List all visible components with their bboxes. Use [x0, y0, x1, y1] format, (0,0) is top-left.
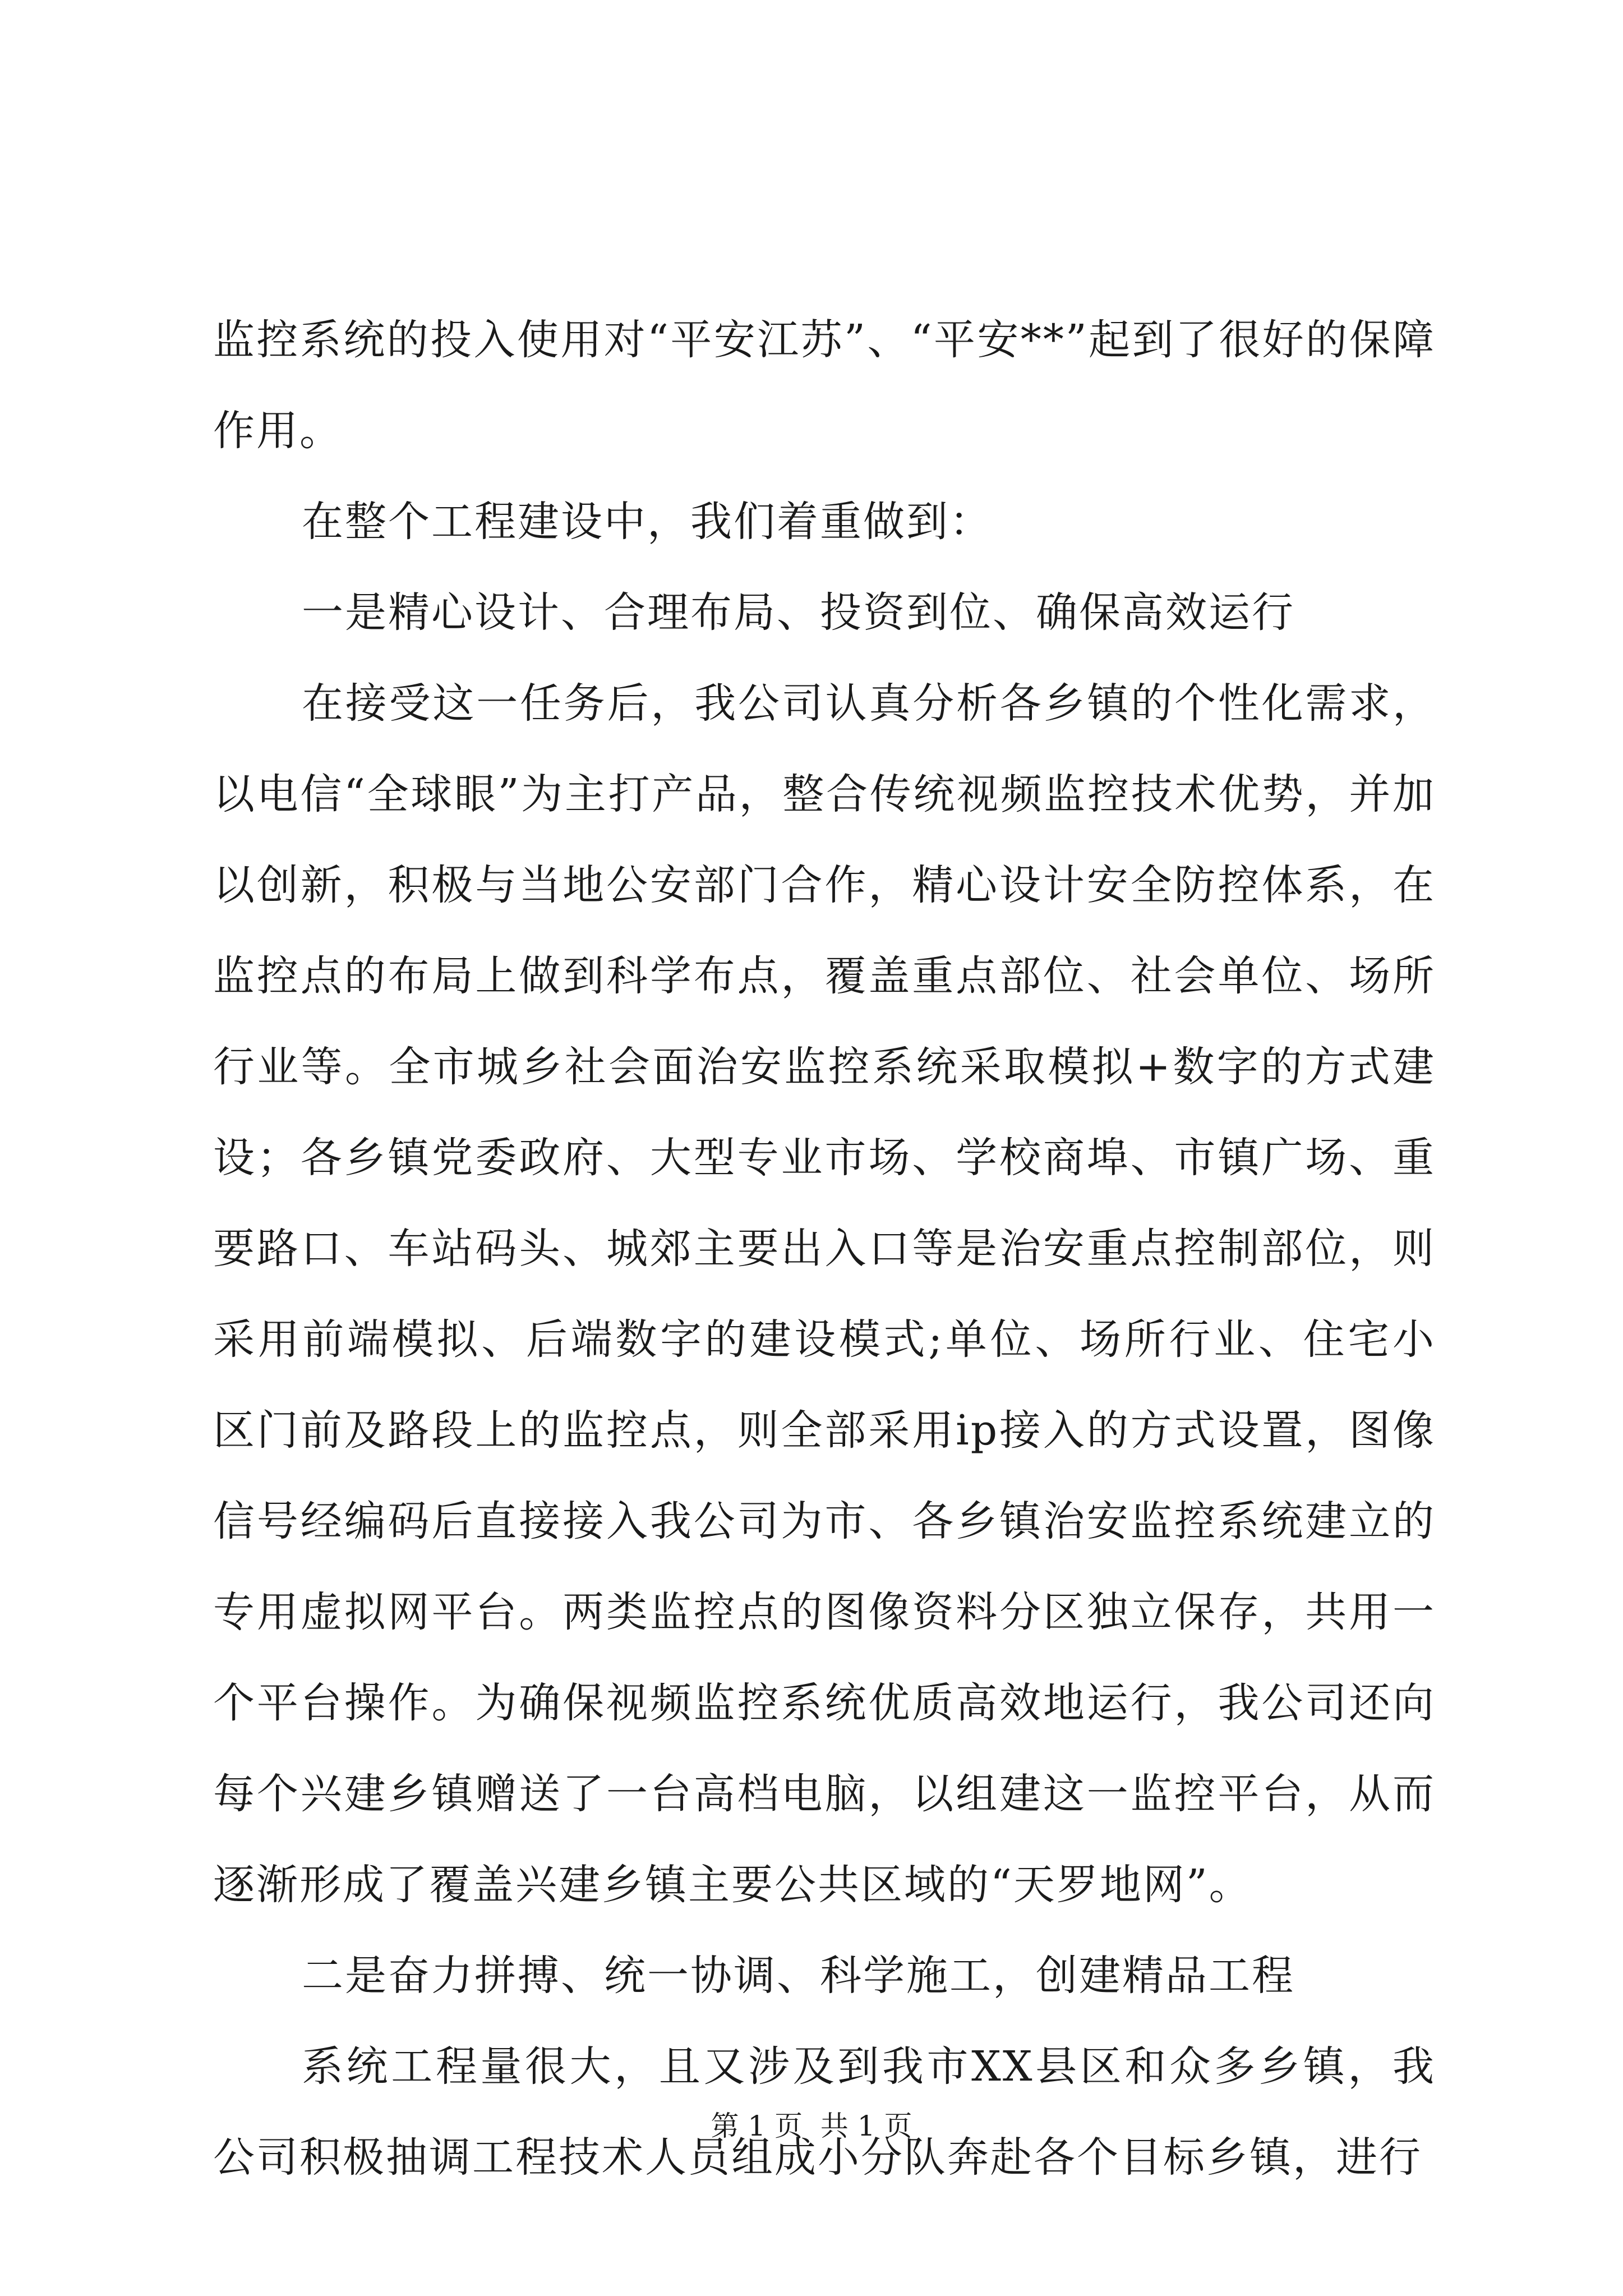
paragraph-3: 在接受这一任务后，我公司认真分析各乡镇的个性化需求，以电信“全球眼”为主打产品，整合传统视频监控技术优势，并加以创新，积极与当地公安部门合作，精心设计安全防控体系，在监控点的布局上做到科学布点，覆盖重点部位、社会单位、场所行业等。全市城乡社会面治安监控系统采取模拟+数字的方式建设；各乡镇党委政府、大型专业市场、学校商埠、市镇广场、重要路口、车站码头、城郊主要出入口等是治安重点控制部位，则采用前端模拟、后端数字的建设模式;单位、场所行业、住宅小区门前及路段上的监控点，则全部采用ip接入的方式设置，图像信号经编码后直接接入我公司为市、各乡镇治安监控系统建立的专用虚拟网平台。两类监控点的图像资料分区独立保存，共用一个平台操作。为确保视频监控系统优质高效地运行，我公司还向每个兴建乡镇赠送了一台高档电脑，以组建这一监控平台，从而逐渐形成了覆盖兴建乡镇主要公共区域的“天罗地网”。 — [213, 679, 1436, 1909]
paragraph-4: 系统工程量很大，且又涉及到我市XX县区和众多乡镇，我公司积极抽调工程技术人员组成小分队奔赴各个目标乡镇，进行 — [213, 2042, 1436, 2182]
section-heading-1: 一是精心设计、合理布局、投资到位、确保高效运行 — [302, 588, 1295, 637]
paragraph-1: 监控系统的投入使用对“平安江苏”、“平安**”起到了很好的保障作用。 — [213, 316, 1436, 455]
page-number-label: 第 1 页 共 1 页 — [711, 2110, 912, 2142]
document-body — [213, 295, 1436, 2203]
page-footer — [0, 2106, 1623, 2146]
paragraph-2: 在整个工程建设中，我们着重做到： — [302, 498, 993, 546]
section-heading-2: 二是奋力拼搏、统一协调、科学施工，创建精品工程 — [302, 1952, 1295, 2000]
